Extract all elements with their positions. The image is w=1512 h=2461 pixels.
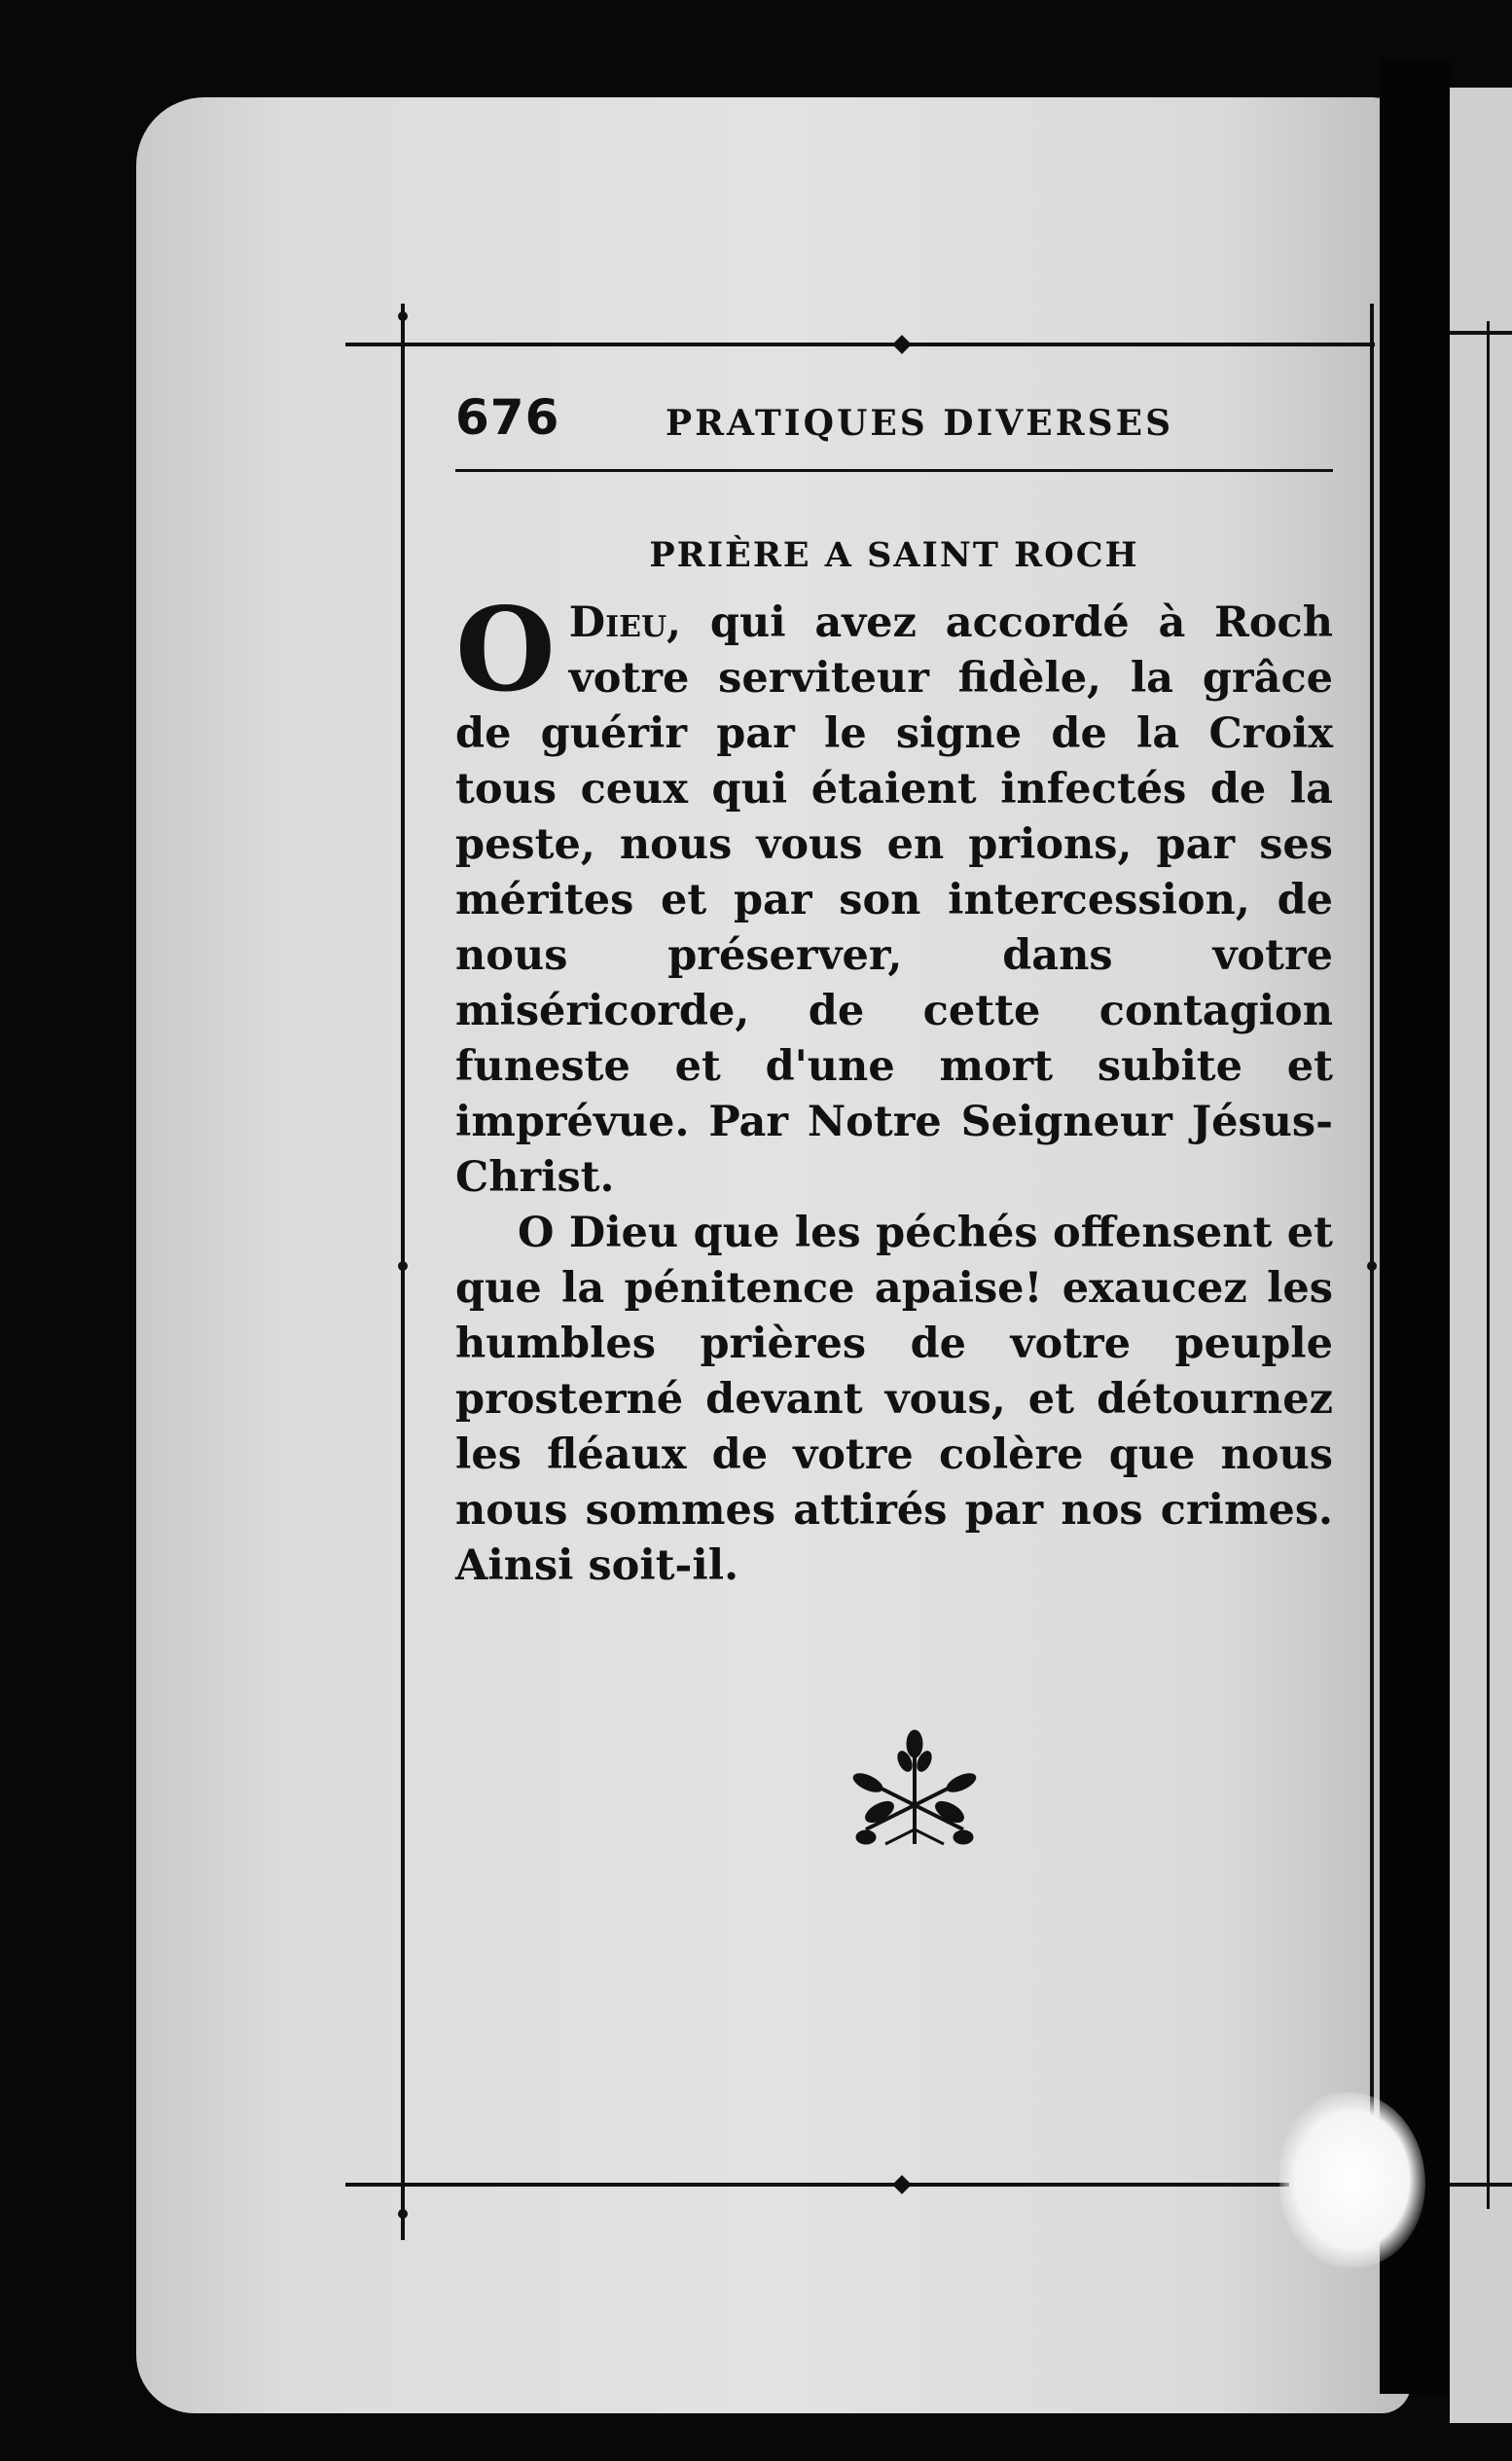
adjacent-page-edge: [1450, 88, 1512, 2423]
paragraph-1-text: , qui avez accordé à Roch votre serviteur fidèle, la grâce de guérir par le signe de la Croix tous ceux qui étaient infectés de la peste, nous vous en prions, par ses mérites et par son intercession, de nous préserver, dans votre miséricorde, de cette contagion funeste et d'une mort subite et imprévue. Par Notre Seigneur Jésus-Christ.: [455, 598, 1333, 1202]
frame-right-ornament-icon: [1367, 1261, 1377, 1271]
frame-bottom-rule: [345, 2183, 1289, 2187]
header-divider: [455, 469, 1333, 472]
prayer-paragraph-1: [455, 582, 1333, 1206]
adjacent-page-bottom-rule: [1450, 2183, 1512, 2187]
frame-corner-bottom-left-icon: [398, 2209, 408, 2219]
prayer-paragraph-2: O Dieu que les péchés offensent et que la pénitence apaise! exaucez les humbles prières de votre peuple prosterné devant vous, et détournez les fléaux de votre colère que nous nous sommes attirés par nos crimes. Ainsi soit-il.: [455, 1209, 1333, 1590]
frame-right-rule: [1370, 304, 1374, 2172]
wheat-sheaf-icon: [846, 1722, 983, 1859]
drop-cap: O: [455, 582, 556, 717]
opening-word: Dieu: [568, 598, 667, 647]
page-header: [455, 389, 1331, 448]
adjacent-page-top-rule: [1450, 331, 1512, 335]
frame-left-ornament-icon: [398, 1261, 408, 1271]
prayer-title: PRIÈRE A SAINT ROCH: [649, 535, 1139, 575]
prayer-body: [455, 582, 1333, 1594]
book-gutter: [1380, 58, 1450, 2394]
frame-corner-top-left-icon: [398, 311, 408, 321]
page-number: 676: [455, 389, 560, 446]
running-title: PRATIQUES DIVERSES: [666, 403, 1174, 444]
frame-top-rule: [345, 343, 1375, 346]
adjacent-page-frame-line: [1487, 321, 1490, 2209]
frame-left-rule: [401, 304, 405, 2240]
